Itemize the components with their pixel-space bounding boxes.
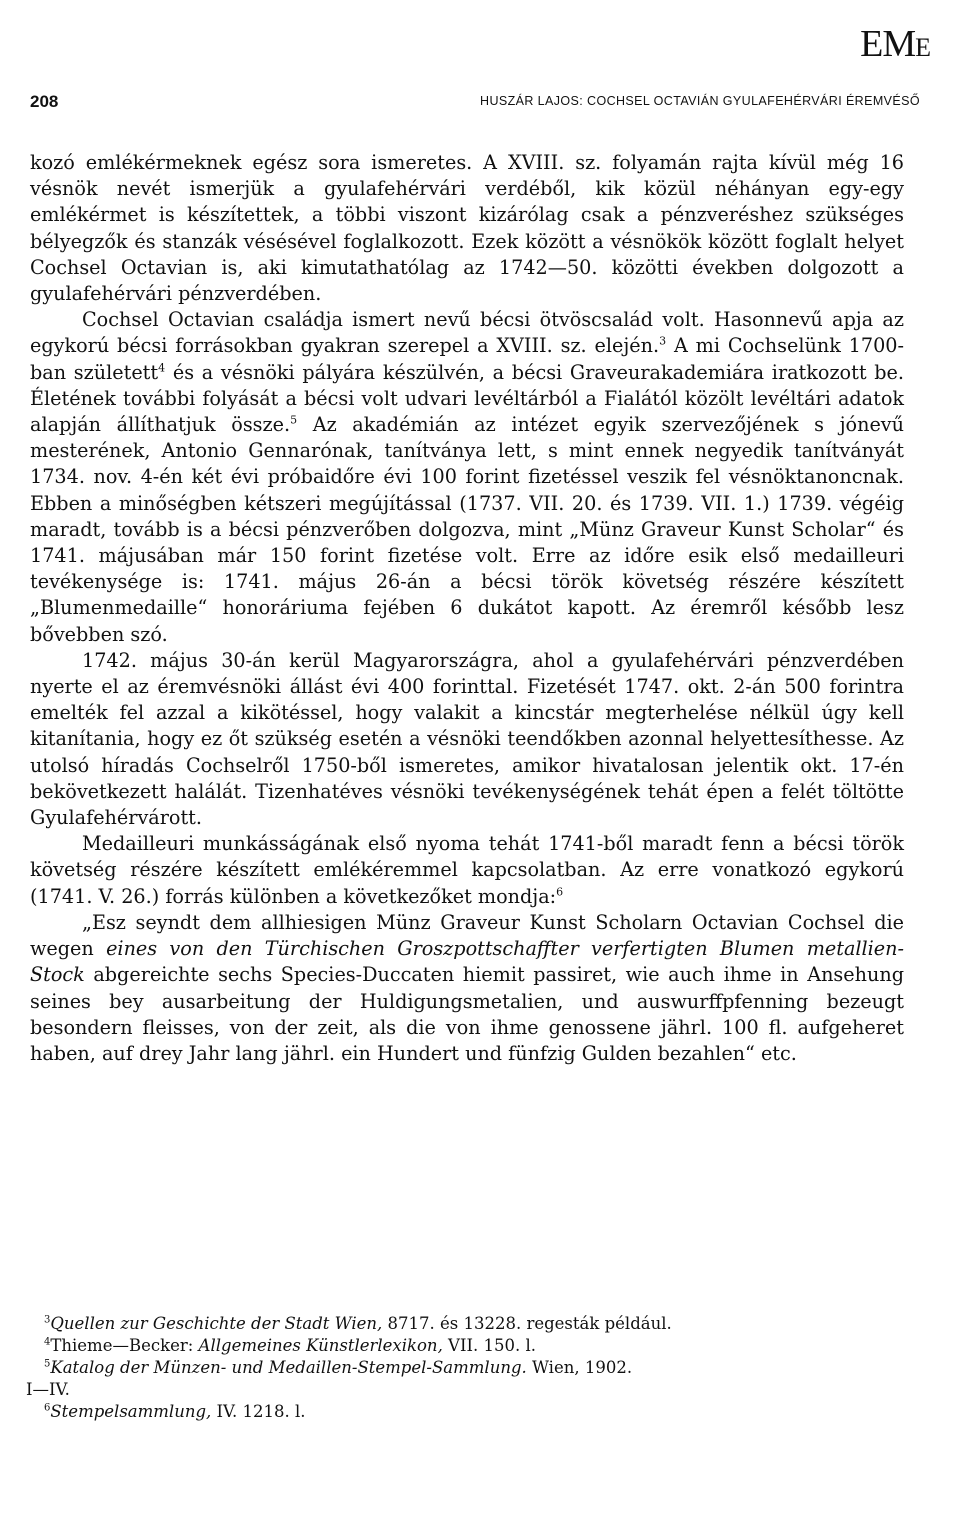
footnote-title: Katalog der Münzen- und Medaillen-Stempel-Sammlung.	[50, 1358, 527, 1377]
footnote-4	[30, 1335, 904, 1357]
quote-text-a: „Esz seyndt dem allhiesigen Münz Graveur Kunst Scholarn Octavian Cochsel die wegen	[30, 910, 904, 961]
p2-text-b: A mi Cochselünk 1700-ban született	[30, 334, 904, 384]
footnote-text: 8717. és 13228. regesták például.	[382, 1314, 672, 1333]
footnote-number: 3	[44, 1314, 51, 1326]
body-text	[30, 150, 904, 1067]
footnote-title: Stempelsammlung,	[50, 1402, 212, 1421]
footnote-ref-3[interactable]: 3	[659, 335, 667, 349]
footnote-ref-4[interactable]: 4	[158, 361, 166, 375]
logo-letter-e: E	[860, 23, 883, 65]
p2-text-d: Az akadémián az intézet egyik szervezőjének s jónevű mesterének, Antonio Gennarónak, tanítványa lett, s mint ennek negyedik tanítványát 1734. nov. 4-én két évi próbaidőre évi 100 forint fizetéssel veszik fel vésnöktanoncnak. Ebben a minőségben kétszeri megújítással (1737. VII. 20. és 1739. VII. 1.) 1739. végéig maradt, tovább is a bécsi pénzverőben dolgozva, mint „Münz Graveur Kunst Scholar“ és 1741. májusában már 150 forint fizetése volt. Erre az időre esik első medailleuri tevékenysége is: 1741. május 26-án a bécsi török követség részére készített „Blumenmedaille“ honoráriuma fejében 6 dukátot kapott. Az éremről később lesz bővebben szó.	[30, 413, 905, 646]
footnote-number: 5	[44, 1358, 51, 1370]
quotation	[30, 910, 904, 1067]
footnote-text: VII. 150. l.	[442, 1336, 537, 1355]
paragraph-3: 1742. május 30-án kerül Magyarországra, ahol a gyulafehérvári pénzverdében nyerte el az éremvésnöki állást évi 400 forinttal. Fizetését 1747. okt. 2-án 500 forintra emelték fel azzal a kikötéssel, hogy valakit a kincstár megterhelése nélkül úgy kell kitanítania, hogy ez őt szükség esetén a vésnöki teendőkben azonnal helyettesíthesse. Az utolsó híradás Cochselről 1750-ből ismeretes, amikor hivatalosan jelentik okt. 17-én bekövetkezett halálát. Tizenhatéves vésnöki tevékenységének tehát épen a felét töltötte Gyulafehérvárott.	[30, 648, 904, 830]
footnote-5	[26, 1357, 904, 1401]
paragraph-4	[30, 831, 904, 910]
page-header	[30, 92, 920, 118]
footnote-3	[30, 1313, 904, 1335]
paragraph-1: kozó emlékérmeknek egész sora ismeretes. A XVIII. sz. folyamán rajta kívül még 16 vésnök nevét ismerjük a gyulafehérvári verdéből, kik közül néhányan egy-egy emlékérmet is készítettek, a többi viszont kizárólag csak a pénzveréshez szükséges bélyegzők és stanzák vésésével foglalkozott. Ezek között a vésnökök között foglalt helyet Cochsel Octavian is, aki kimutathatólag az 1742—50. közötti években dolgozott a gyulafehérvári pénzverdében.	[30, 151, 904, 306]
page-number: 208	[30, 92, 59, 111]
footnote-text: IV. 1218. l.	[211, 1402, 306, 1421]
paragraph-2	[30, 307, 904, 648]
logo-letter-e-small: E	[915, 33, 930, 62]
p4-text: Medailleuri munkásságának első nyoma tehát 1741-ből maradt fenn a bécsi török követség részére készített emlékéremmel kapcsolatban. Az erre vonatkozó egykorú (1741. V. 26.) forrás különben a következőket mondja:	[30, 832, 904, 908]
quote-italic: eines von den Türchischen Groszpottschaffter verfertigten Blumen metallien-Stock	[30, 937, 905, 987]
p2-text-c: és a vésnöki pályára készülvén, a bécsi Graveurakademiára iratkozott be. Életének további folyását a bécsi volt udvari levéltárból a Fialától közölt levéltári adatok alapján állíthatjuk össze.	[30, 360, 904, 437]
footnote-title: Allgemeines Künstlerlexikon,	[198, 1336, 443, 1355]
journal-logo	[860, 22, 930, 66]
footnote-ref-5[interactable]: 5	[290, 413, 298, 427]
logo-letter-m: M	[882, 23, 916, 65]
footnote-text: Wien, 1902.	[526, 1358, 633, 1377]
footnote-continuation: I—IV.	[26, 1380, 70, 1399]
p2-text-a: Cochsel Octavian családja ismert nevű bécsi ötvöscsalád volt. Hasonnevű apja az egykorú bécsi forrásokban gyakran szerepel a XVIII. sz. elején.	[30, 308, 904, 358]
footnote-number: 6	[44, 1402, 51, 1414]
footnote-ref-6[interactable]: 6	[556, 885, 564, 899]
footnote-number: 4	[44, 1336, 51, 1348]
quote-text-b: abgereichte sechs Species-Duccaten hiemit passiret, wie auch ihme in Ansehung seines bey ausarbeitung der Huldigungsmetalien, und auswurffpfenning bezeugt besondern fleisses, von der zeit, als die von ihme genossene jährl. 100 fl. aufgeheret haben, auf drey Jahr lang jährl. ein Hundert und fünfzig Gulden bezahlen“ etc.	[30, 963, 904, 1065]
footnote-author: Thieme—Becker:	[50, 1336, 199, 1355]
footnote-title: Quellen zur Geschichte der Stadt Wien,	[50, 1314, 383, 1333]
footnote-6	[30, 1401, 904, 1423]
running-head: HUSZÁR LAJOS: COCHSEL OCTAVIÁN GYULAFEHÉRVÁRI ÉREMVÉSŐ	[480, 94, 920, 108]
footnotes	[26, 1313, 904, 1423]
